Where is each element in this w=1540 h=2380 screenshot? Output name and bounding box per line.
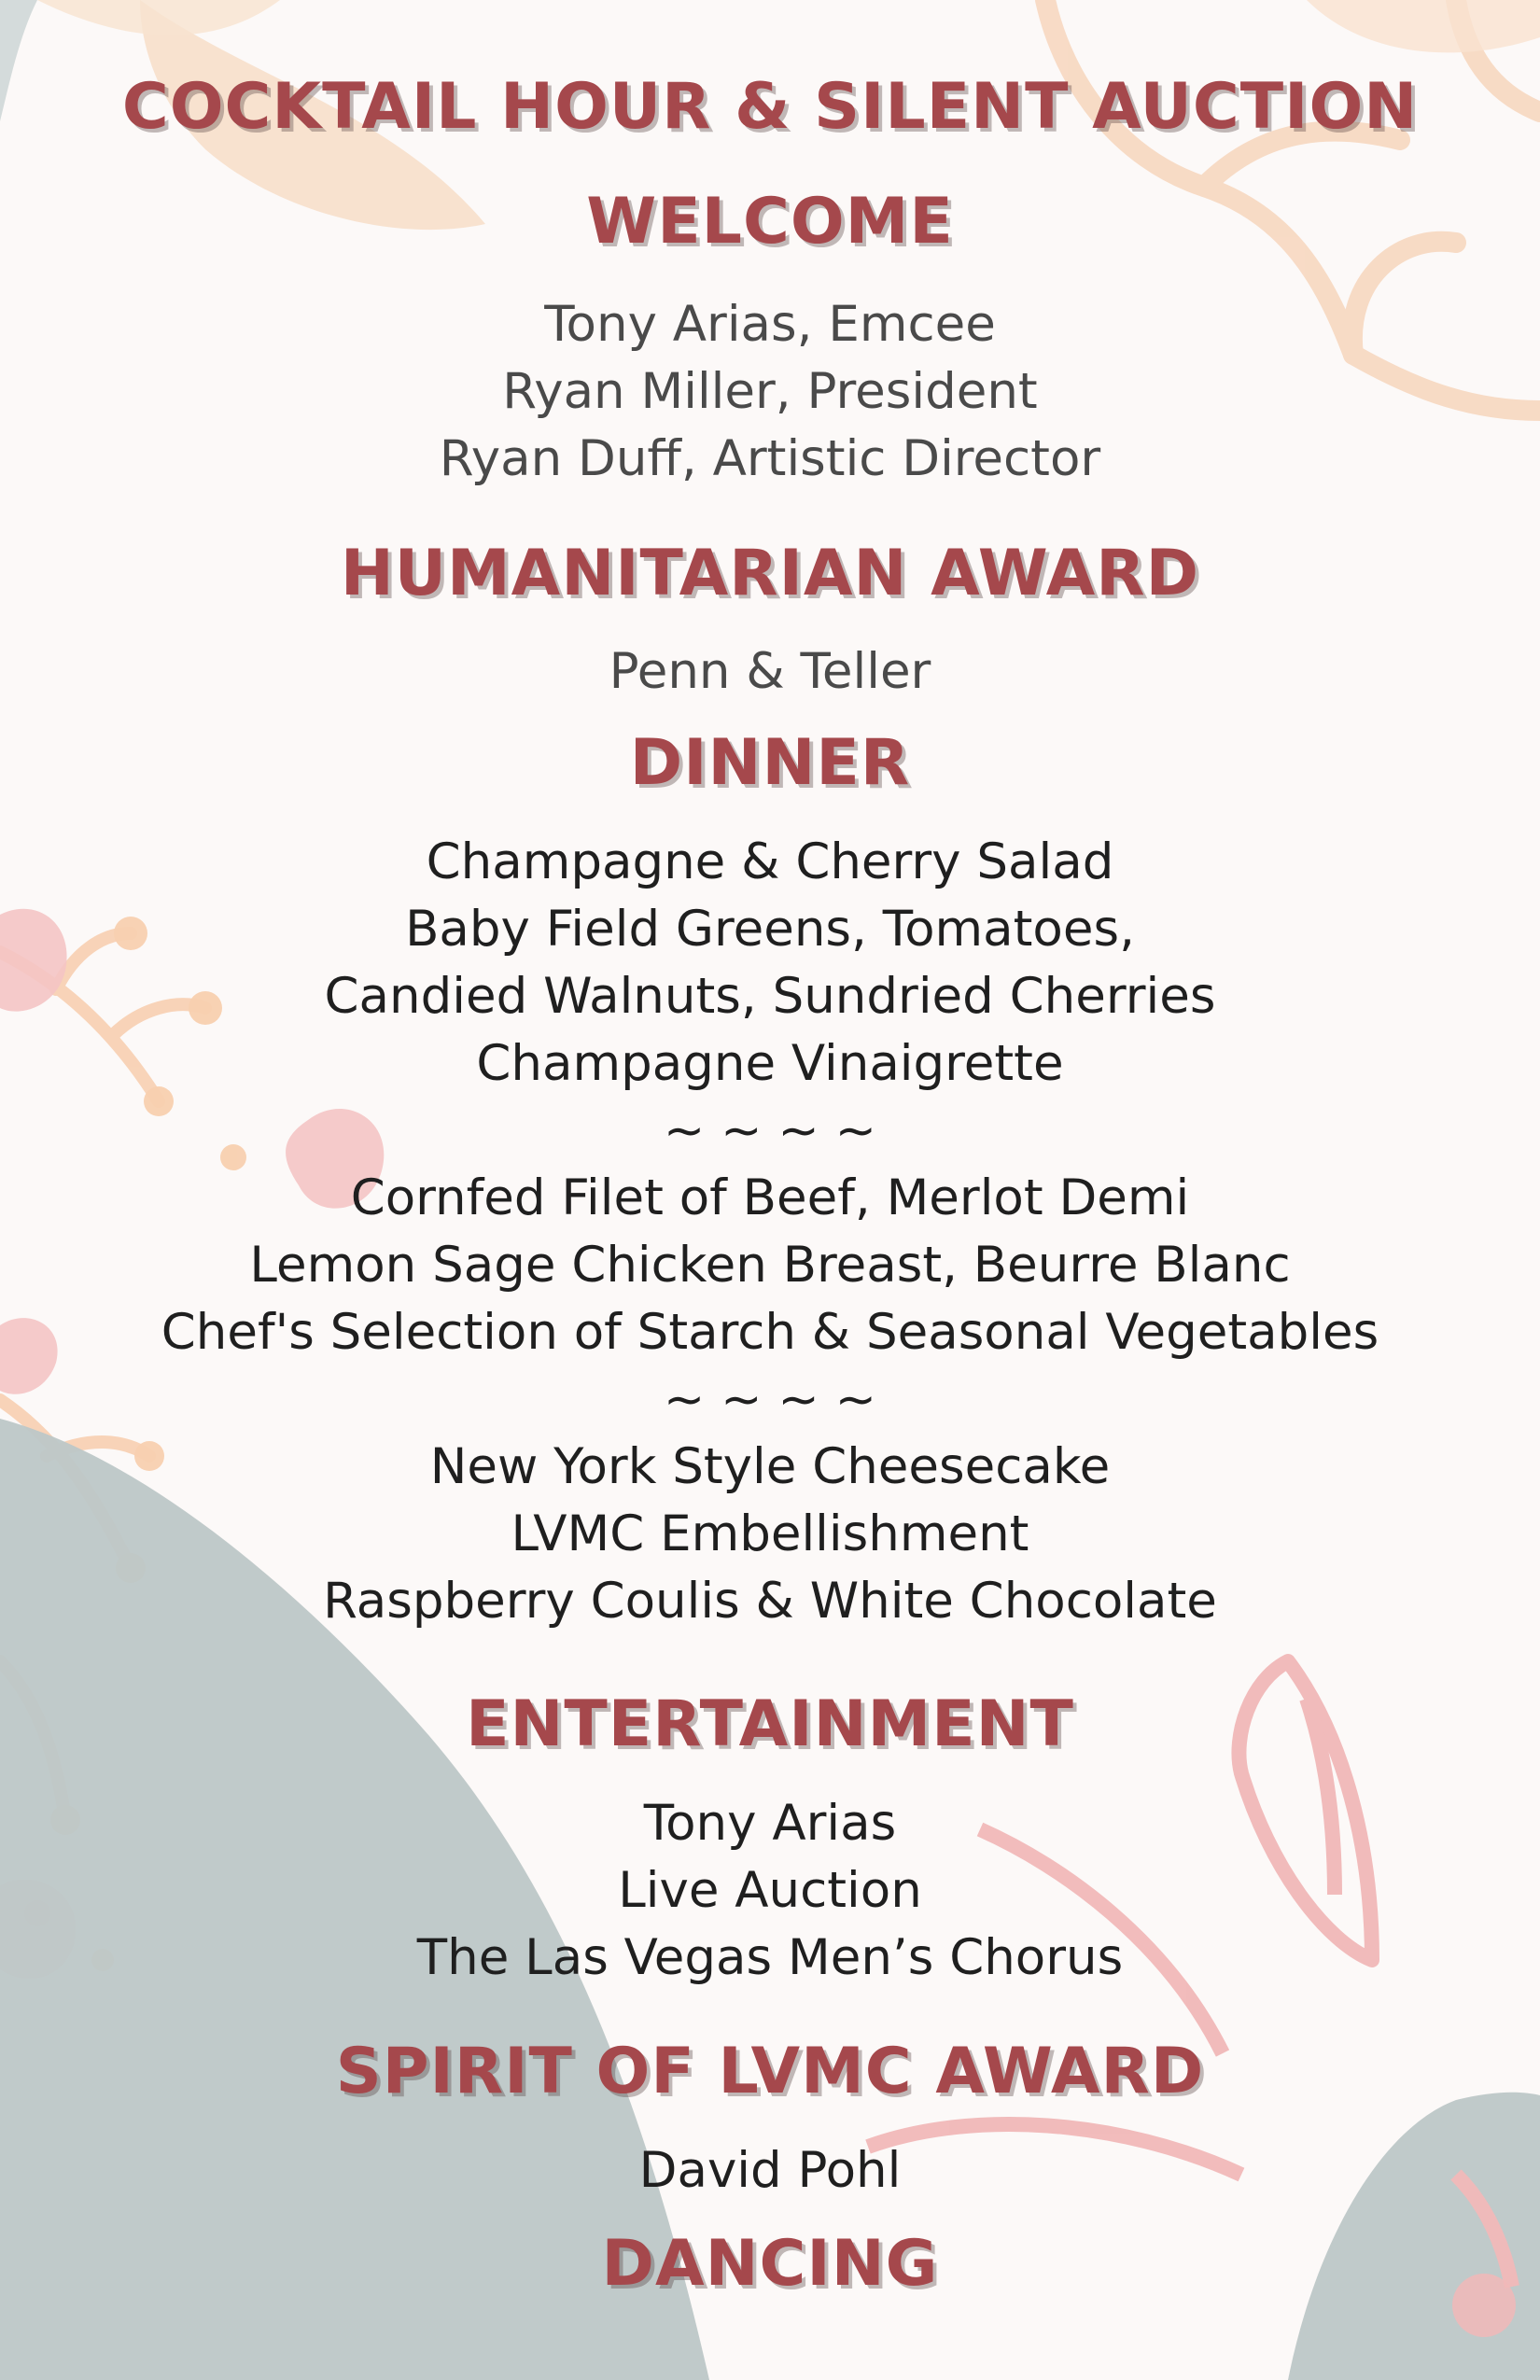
menu-line: Lemon Sage Chicken Breast, Beurre Blanc xyxy=(249,1237,1291,1294)
entertainment-line: Tony Arias xyxy=(643,1795,897,1852)
welcome-heading: WELCOME xyxy=(586,185,954,259)
entertainment-list xyxy=(0,1790,1540,1992)
spirit-award-heading: SPIRIT OF LVMC AWARD xyxy=(335,2035,1205,2108)
dinner-menu-list xyxy=(0,829,1540,1635)
menu-line: LVMC Embellishment xyxy=(511,1505,1029,1562)
spirit-award-list xyxy=(0,2137,1540,2205)
dinner-heading: DINNER xyxy=(629,726,911,800)
spirit-award-recipient: David Pohl xyxy=(638,2142,902,2199)
menu-line: Champagne & Cherry Salad xyxy=(426,833,1114,890)
menu-line: Chef's Selection of Starch & Seasonal Vegetables xyxy=(161,1304,1379,1361)
menu-line: New York Style Cheesecake xyxy=(429,1438,1111,1495)
entertainment-line: The Las Vegas Men’s Chorus xyxy=(416,1929,1124,1986)
entertainment-heading: ENTERTAINMENT xyxy=(466,1687,1074,1761)
menu-line: Cornfed Filet of Beef, Merlot Demi xyxy=(350,1169,1190,1226)
welcome-line: Tony Arias, Emcee xyxy=(544,296,996,353)
menu-line: Champagne Vinaigrette xyxy=(476,1035,1064,1092)
humanitarian-award-recipient: Penn & Teller xyxy=(609,643,931,700)
menu-line: Baby Field Greens, Tomatoes, xyxy=(405,901,1135,958)
welcome-line: Ryan Miller, President xyxy=(502,363,1038,420)
peach-leaf-shape xyxy=(37,0,280,35)
cocktail-hour-heading: COCKTAIL HOUR & SILENT AUCTION xyxy=(121,70,1419,144)
menu-divider: ~ ~ ~ ~ xyxy=(663,1102,877,1159)
welcome-speakers-list xyxy=(0,291,1540,493)
entertainment-line: Live Auction xyxy=(618,1862,922,1919)
dancing-heading: DANCING xyxy=(601,2227,939,2301)
welcome-line: Ryan Duff, Artistic Director xyxy=(439,430,1101,487)
menu-divider: ~ ~ ~ ~ xyxy=(663,1371,877,1428)
menu-line: Candied Walnuts, Sundried Cherries xyxy=(324,968,1216,1025)
humanitarian-award-list xyxy=(0,638,1540,706)
menu-line: Raspberry Coulis & White Chocolate xyxy=(323,1573,1217,1630)
humanitarian-award-heading: HUMANITARIAN AWARD xyxy=(340,537,1200,610)
peach-petal-shape xyxy=(1307,0,1540,52)
